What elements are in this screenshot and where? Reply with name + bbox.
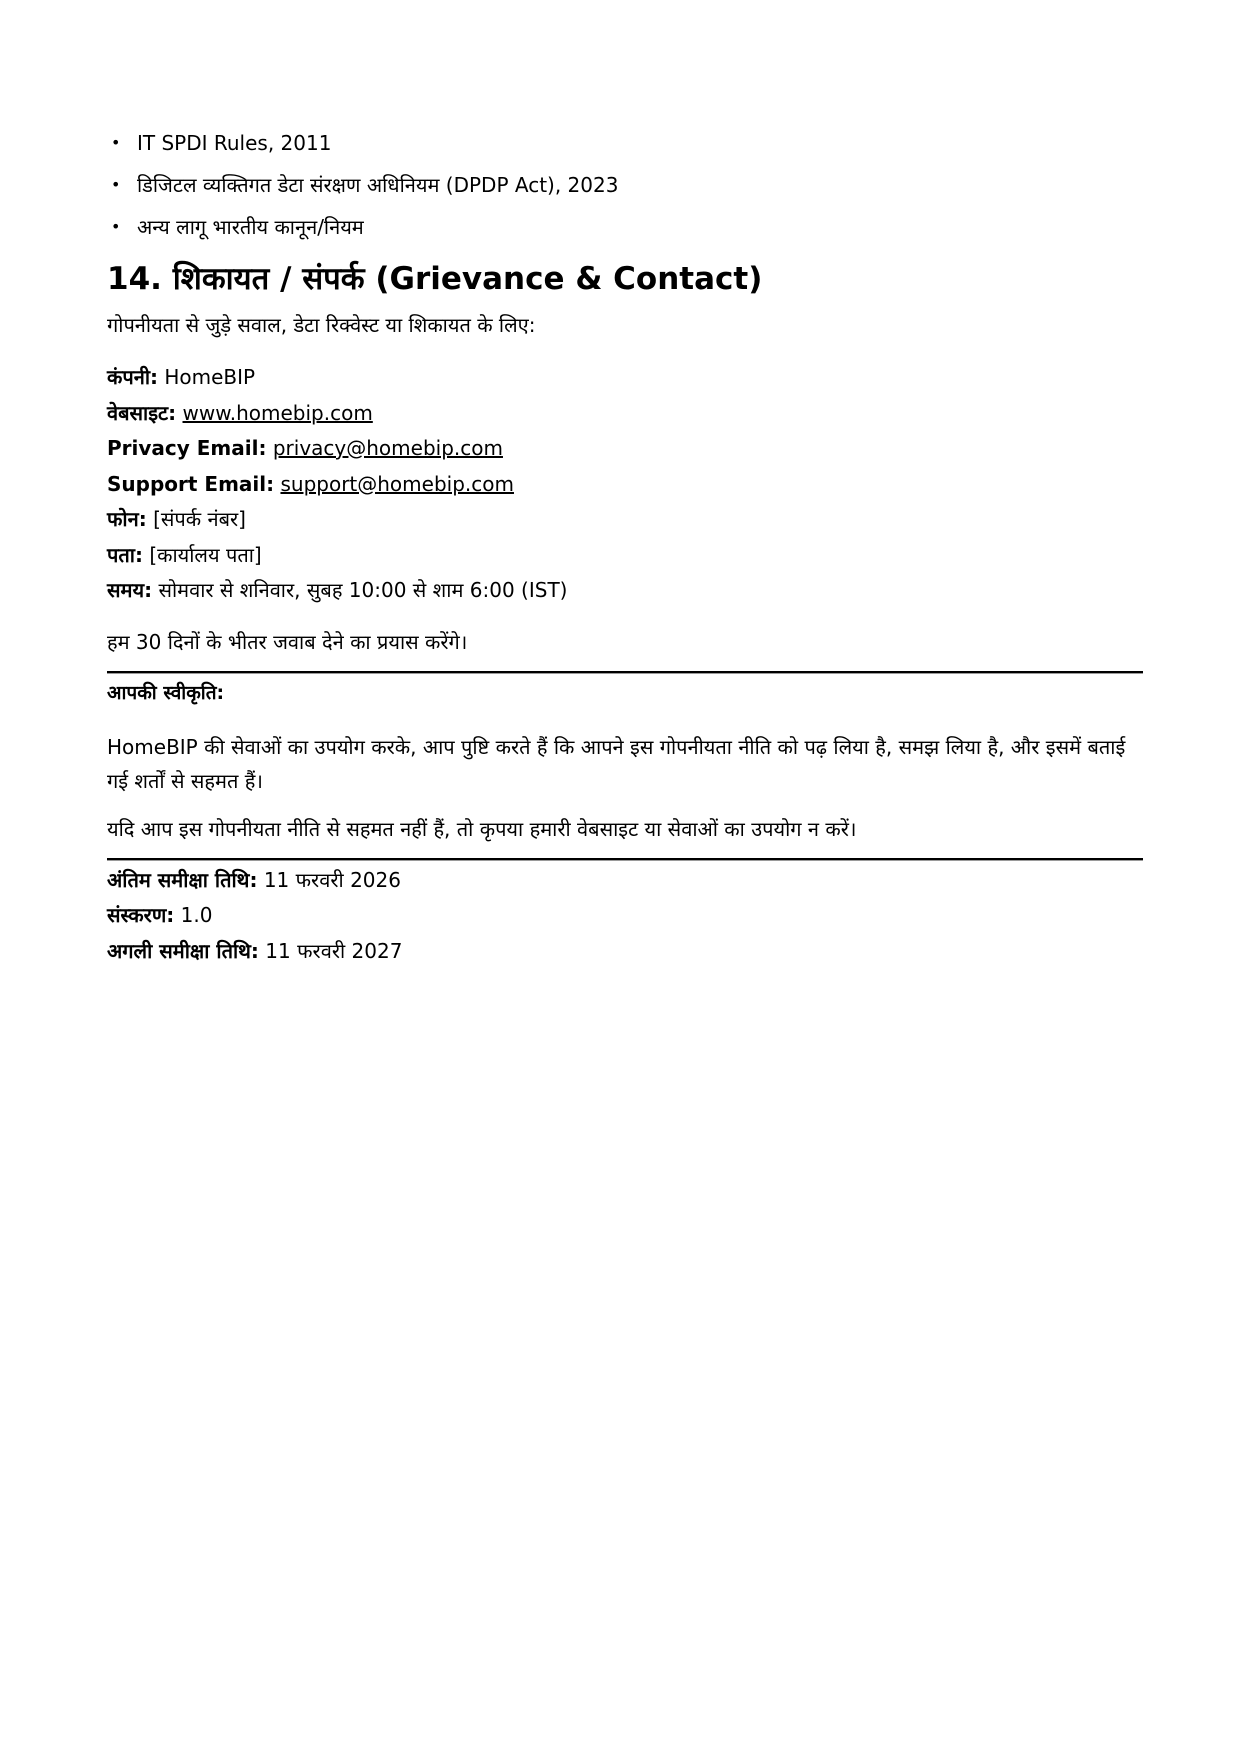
privacy-email-label: Privacy Email: <box>107 436 267 460</box>
company-value: HomeBIP <box>164 365 256 389</box>
section-intro: गोपनीयता से जुड़े सवाल, डेटा रिक्वेस्ट या शिकायत के लिए: <box>107 313 536 337</box>
support-email-label: Support Email: <box>107 471 275 496</box>
section-title: 14. शिकायत / संपर्क (Grievance & Contact) <box>107 261 763 297</box>
acknowledgement-text: HomeBIP की सेवाओं का उपयोग करके, आप पुष्टि करते हैं कि आपने इस गोपनीयता नीति को पढ़ लिया है, समझ लिया है, और इसमें बताई गई शर्तों से सहमत हैं। <box>107 734 1126 793</box>
next-review-value: 11 फरवरी 2027 <box>265 938 403 963</box>
privacy-email-link[interactable]: privacy@homebip.com <box>272 436 503 460</box>
document-meta <box>107 863 1143 970</box>
phone-line <box>107 502 1143 538</box>
phone-label: फोन: <box>107 507 147 531</box>
phone-value: [संपर्क नंबर] <box>153 507 246 531</box>
applicable-laws-list <box>107 128 1143 242</box>
list-item <box>107 212 1143 242</box>
disagreement-text: यदि आप इस गोपनीयता नीति से सहमत नहीं हैं, तो कृपया हमारी वेबसाइट या सेवाओं का उपयोग न करें। <box>107 816 857 841</box>
company-line <box>107 360 1143 396</box>
hours-label: समय: <box>107 578 153 602</box>
website-line <box>107 396 1143 432</box>
last-review-label: अंतिम समीक्षा तिथि: <box>107 867 258 892</box>
list-item <box>107 128 1143 158</box>
law-item-text: IT SPDI Rules, 2011 <box>137 131 332 155</box>
website-label: वेबसाइट: <box>107 400 177 425</box>
next-review-line <box>107 934 1143 970</box>
hours-line <box>107 573 1143 609</box>
address-line <box>107 538 1143 574</box>
version-value: 1.0 <box>180 903 213 927</box>
law-item-text: अन्य लागू भारतीय कानून/नियम <box>137 215 364 239</box>
address-label: पता: <box>107 542 143 567</box>
version-line <box>107 898 1143 934</box>
hours-value: सोमवार से शनिवार, सुबह 10:00 से शाम 6:00 (IST) <box>158 578 568 602</box>
support-email-line <box>107 467 1143 503</box>
list-item <box>107 170 1143 200</box>
divider <box>107 671 1143 674</box>
bullet-icon: • <box>111 175 121 194</box>
law-item-text: डिजिटल व्यक्तिगत डेटा संरक्षण अधिनियम (DPDP Act), 2023 <box>137 173 619 197</box>
version-label: संस्करण: <box>107 903 175 927</box>
bullet-icon: • <box>111 217 121 236</box>
document-content <box>107 128 1143 969</box>
last-review-line <box>107 863 1143 899</box>
privacy-email-line <box>107 431 1143 467</box>
acknowledgement-heading: आपकी स्वीकृति: <box>107 681 225 704</box>
divider <box>107 858 1143 861</box>
bullet-icon: • <box>111 133 121 152</box>
support-email-link[interactable]: support@homebip.com <box>280 471 514 496</box>
response-time-text: हम 30 दिनों के भीतर जवाब देने का प्रयास करेंगे। <box>107 629 468 654</box>
next-review-label: अगली समीक्षा तिथि: <box>107 938 259 963</box>
website-link[interactable]: www.homebip.com <box>182 400 373 425</box>
address-value: [कार्यालय पता] <box>149 542 262 567</box>
last-review-value: 11 फरवरी 2026 <box>263 867 401 892</box>
company-label: कंपनी: <box>107 365 158 389</box>
contact-details <box>107 360 1143 609</box>
